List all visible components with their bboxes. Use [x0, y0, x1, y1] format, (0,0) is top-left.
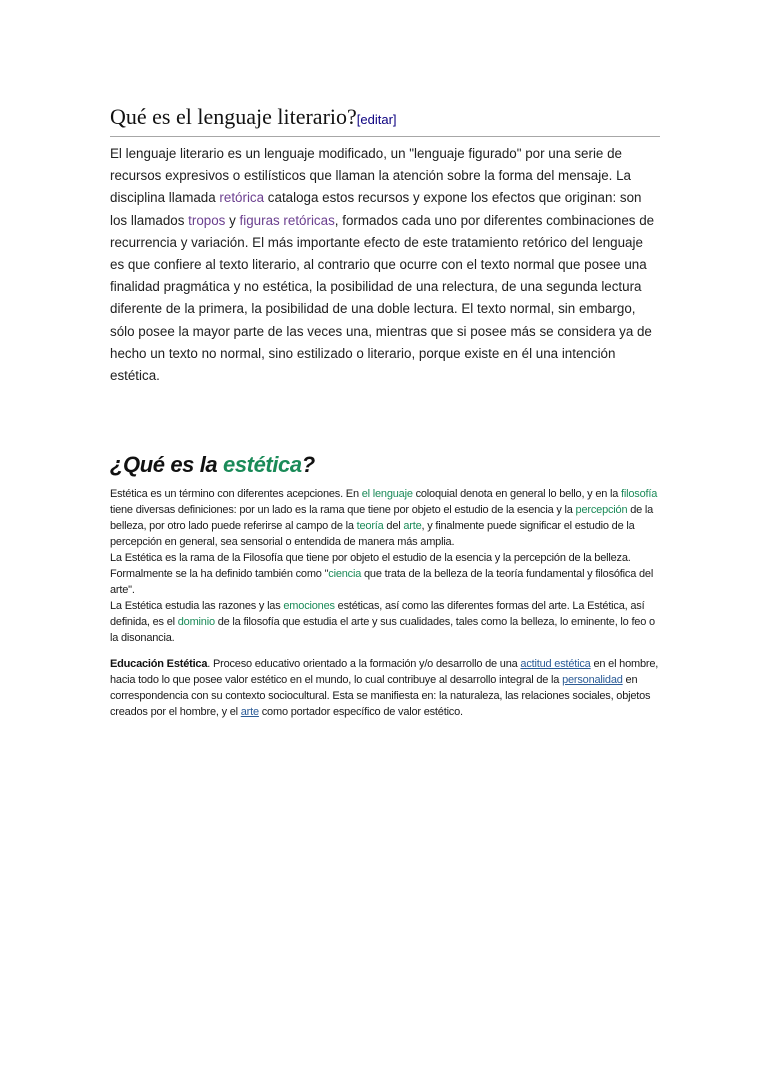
link-actitud-estetica[interactable]: actitud estética — [520, 658, 591, 670]
text-run: La Estética estudia las razones y las — [110, 600, 284, 612]
paragraph-educacion-estetica — [110, 656, 662, 720]
text-run: coloquial denota en general lo bello, y en la — [412, 488, 622, 500]
link-retorica[interactable]: retórica — [219, 190, 265, 206]
term-educacion-estetica: Educación Estética — [110, 658, 208, 670]
text-run: estéticas, así como las diferentes formas del arte. La Estética, así definida, es el — [110, 600, 645, 628]
title-suffix: ? — [301, 452, 315, 477]
text-run: de la belleza, por otro lado puede referirse al campo de la — [110, 504, 654, 532]
link-personalidad[interactable]: personalidad — [562, 674, 623, 686]
link-percepcion[interactable]: percepción — [575, 504, 628, 516]
link-ciencia[interactable]: ciencia — [328, 568, 362, 580]
title-prefix: ¿Qué es la — [110, 452, 223, 477]
section-title-lenguaje-literario — [110, 104, 660, 137]
paragraph-lenguaje-literario — [110, 143, 660, 387]
text-run: en correspondencia con su contexto sociocultural. Esta se manifiesta en: la naturaleza, las relaciones sociales, objetos creados por el hombre, y el — [110, 674, 651, 718]
text-run: , y finalmente puede significar el estudio de la percepción en general, sea sensorial o entendida de manera más amplia. — [110, 520, 635, 548]
title-text: Qué es el lenguaje literario? — [110, 104, 357, 129]
section-lenguaje-literario — [110, 104, 660, 387]
text-run: cataloga estos recursos y expone los efectos que originan: son los llamados — [110, 190, 642, 228]
text-run: del — [383, 520, 404, 532]
text-run: tiene diversas definiciones: por un lado es la rama que tiene por objeto el estudio de la esencia y la — [110, 504, 576, 516]
link-emociones[interactable]: emociones — [283, 600, 335, 612]
text-run: de la filosofía que estudia el arte y sus cualidades, tales como la belleza, lo eminente, lo feo o la disonancia. — [110, 616, 655, 644]
text-run: y — [225, 212, 240, 228]
text-run: , formados cada uno por diferentes combinaciones de recurrencia y variación. El más importante efecto de este tratamiento retórico del lenguaje es que confiere al texto literario, al contrario que ocurre con el texto normal que posee una finalidad pragmática y no estética, la posibilidad de una relectura, de una segunda lectura diferente de la primera, la posibilidad de una doble lectura. El texto normal, sin embargo, sólo posee la mayor parte de las veces una, mientras que si posee más se considera ya de hecho un texto no normal, sino estilizado o literario, porque existe en él una intención estética. — [110, 212, 655, 384]
link-estetica[interactable]: estética — [222, 452, 302, 477]
link-dominio[interactable]: dominio — [177, 616, 215, 628]
text-run: Estética es un término con diferentes acepciones. En — [110, 488, 362, 500]
link-figuras-retoricas[interactable]: figuras retóricas — [239, 212, 335, 228]
link-arte[interactable]: arte — [403, 520, 422, 532]
paragraph-estetica — [110, 486, 662, 646]
link-arte-2[interactable]: arte — [240, 706, 259, 718]
text-run: El lenguaje literario es un lenguaje modificado, un "lenguaje figurado" por una serie de recursos expresivos o estilísticos que llaman la atención sobre la forma del mensaje. La disciplina llamada — [110, 146, 632, 206]
link-tropos[interactable]: tropos — [188, 212, 226, 228]
section-title-estetica — [110, 450, 662, 480]
text-run: en el hombre, hacia todo lo que posee valor estético en el mundo, lo cual contribuye al desarrollo integral de la — [110, 658, 659, 686]
text-run: . Proceso educativo orientado a la formación y/o desarrollo de una — [207, 658, 521, 670]
link-teoria[interactable]: teoría — [356, 520, 384, 532]
link-el-lenguaje[interactable]: el lenguaje — [361, 488, 413, 500]
text-run: La Estética es la rama de la Filosofía que tiene por objeto el estudio de la esencia y la percepción de la belleza. Formalmente se la ha definido también como " — [110, 552, 631, 580]
text-run: que trata de la belleza de la teoría fundamental y filosófica del arte". — [110, 568, 654, 596]
link-filosofia[interactable]: filosofía — [621, 488, 658, 500]
section-estetica — [110, 450, 662, 720]
edit-link[interactable]: [editar] — [356, 112, 397, 127]
text-run: como portador específico de valor estético. — [258, 706, 463, 718]
